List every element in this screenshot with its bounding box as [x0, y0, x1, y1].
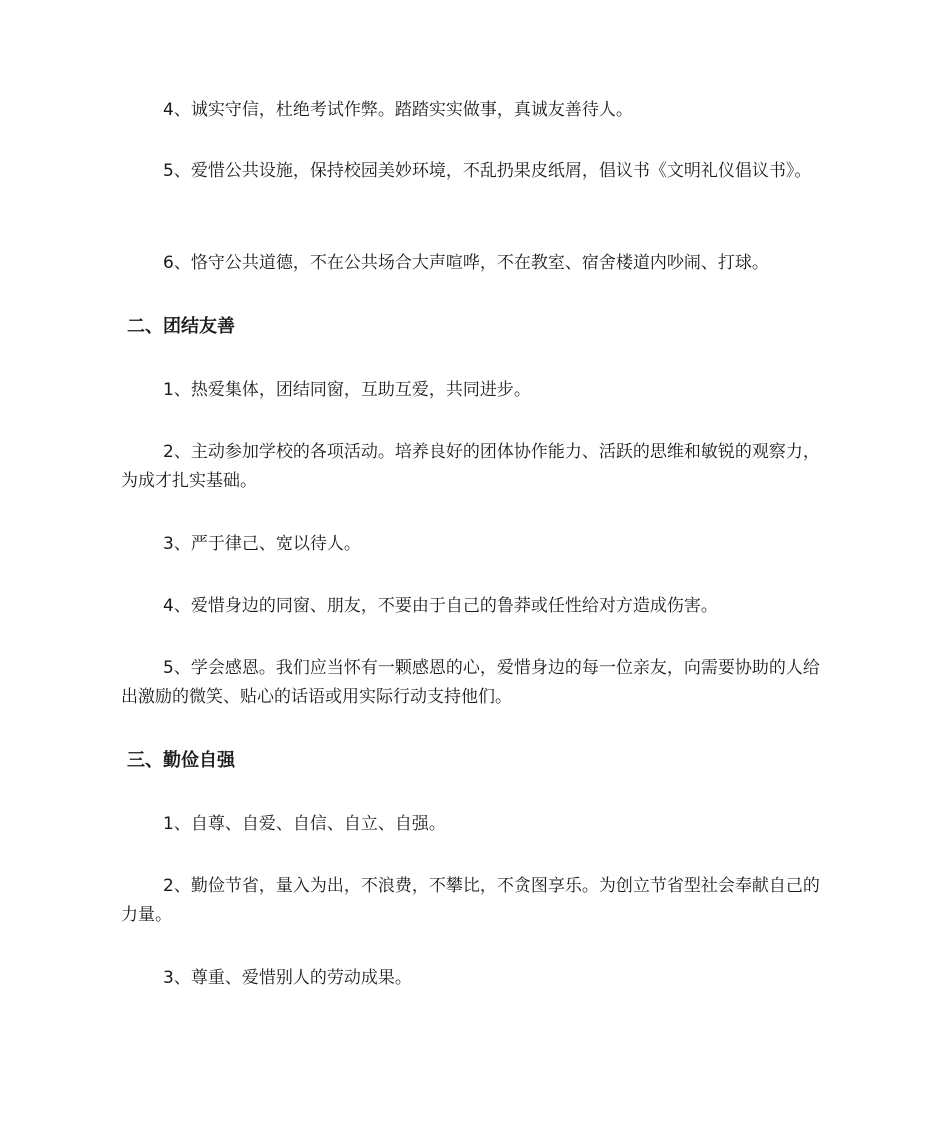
section-heading-thrift: 三、勤俭自强: [127, 750, 235, 771]
paragraph-honesty: 4、诚实守信，杜绝考试作弊。踏踏实实做事，真诚友善待人。: [163, 100, 633, 120]
paragraph-gratitude: 5、学会感恩。我们应当怀有一颗感恩的心，爱惜身边的每一位亲友，向需要协助的人给出激励的微笑、贴心的话语或用实际行动支持他们。: [121, 658, 820, 707]
paragraph-self-respect: 1、自尊、自爱、自信、自立、自强。: [163, 814, 446, 834]
paragraph-public-morality: 6、恪守公共道德，不在公共场合大声喧哗，不在教室、宿舍楼道内吵闹、打球。: [163, 253, 769, 273]
section-heading-unity: 二、团结友善: [127, 316, 235, 337]
paragraph-love-collective: 1、热爱集体，团结同窗，互助互爱，共同进步。: [163, 380, 531, 400]
paragraph-respect-labor: 3、尊重、爱惜别人的劳动成果。: [163, 968, 412, 988]
paragraph-cherish-friends: 4、爱惜身边的同窗、朋友，不要由于自己的鲁莽或任性给对方造成伤害。: [163, 596, 718, 616]
paragraph-school-activities: 2、主动参加学校的各项活动。培养良好的团体协作能力、活跃的思维和敏锐的观察力，为成才扎实基础。: [121, 442, 820, 491]
paragraph-self-discipline: 3、严于律己、宽以待人。: [163, 534, 361, 554]
paragraph-frugality: 2、勤俭节省，量入为出，不浪费，不攀比，不贪图享乐。为创立节省型社会奉献自己的力量。: [121, 876, 820, 925]
paragraph-public-facilities: 5、爱惜公共设施，保持校园美妙环境，不乱扔果皮纸屑，倡议书《文明礼仪倡议书》。: [163, 161, 812, 181]
